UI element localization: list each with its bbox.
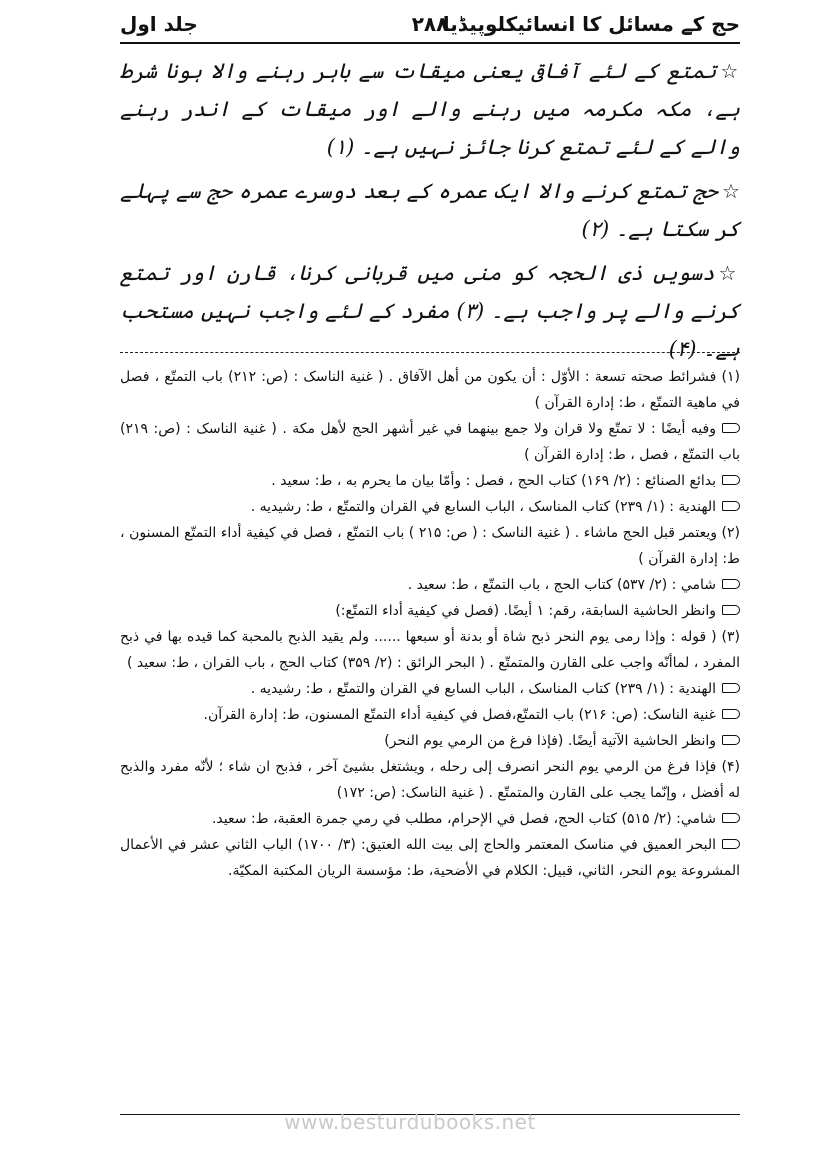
footnote: (۲) ويعتمر قبل الحج ماشاء . ( غنية الناسک : ( ص: ۲۱۵ ) باب التمتّع ، فصل في كيفية أداء التمتّع المسنون ، ط: إدارة القرآن ) (120, 525, 741, 567)
footnote: الهندية : (۱/ ۲۳۹) كتاب المناسک ، الباب السابع في القران والتمتّع ، ط: رشيديه . (120, 676, 740, 702)
main-paragraph: ☆دسویں ذی الحجہ کو منی میں قربانی کرنا، قارن اور تمتع کرنے والے پر واجب ہے۔ (۳) مفرد کے لئے واجب نہیں مستحب ہے۔ (۴) (120, 261, 740, 361)
pointing-hand-icon (722, 501, 740, 511)
footnote: الهندية : (۱/ ۲۳۹) كتاب المناسک ، الباب السابع في القران والتمتّع ، ط: رشيديه . (120, 494, 740, 520)
footnote: (۱) فشرائط صحته تسعة : الأوّل : أن يكون من أهل الآفاق . ( غنية الناسک : (ص: ۲۱۲) باب التمتّع ، فصل في ماهية التمتّع ، ط: إدارة القرآن ) (120, 369, 740, 411)
main-paragraph: ☆تمتع کے لئے آفاقی یعنی میقات سے باہر رہنے والا ہونا شرط ہے، مکہ مکرمہ میں رہنے والے اور میقات کے اندر رہنے والے کے لئے تمتع کرنا جائز نہیں ہے۔ (۱) (120, 59, 740, 159)
footnote: بدائع الصنائع : (۲/ ۱۶۹) كتاب الحج ، فصل : وأمّا بيان ما يحرم به ، ط: سعيد . (120, 468, 740, 494)
pointing-hand-icon (722, 683, 740, 693)
pointing-hand-icon (722, 605, 740, 615)
pointing-hand-icon (722, 839, 740, 849)
footnote-divider (120, 352, 740, 353)
watermark: www.besturdubooks.net (284, 1110, 536, 1134)
header-rule (120, 42, 740, 44)
star-icon: ☆ (721, 179, 740, 203)
footnote: البحر العميق في مناسک المعتمر والحاج إلى بيت الله العتيق: (۳/ ۱۷۰۰) الباب الثاني عشر في الأعمال المشروعة يوم النحر، الثاني، قبيل: الكلام في الأضحية، ط: مؤسسة الريان المكتبة المكيّة. (120, 837, 740, 879)
main-text (120, 52, 740, 374)
footnote: وفيه أيضًا : لا تمتّع ولا قران ولا جمع بينهما في غير أشهر الحج لأهل مكة . ( غنية الناسک : (ص: ۲۱۹) باب التمتّع ، فصل ، ط: إدارة القرآن ) (120, 421, 740, 463)
footnote: (۴) فإذا فرغ من الرمي يوم النحر انصرف إلى رحله ، ويشتغل بشيئ آخر ، فذبح ان شاء ؛ لأنّه مفرد والذبح له أفضل ، وإنّما يجب على القارن والمتمتّع . ( غنية الناسک: (ص: ۱۷۲) (120, 759, 740, 801)
footnote: وانظر الحاشية الآتية أيضًا. (فإذا فرغ من الرمي يوم النحر) (120, 728, 740, 754)
footnote: غنية الناسک: (ص: ۲۱۶) باب التمتّع،فصل في كيفية أداء التمتّع المسنون، ط: إدارة القرآن. (120, 702, 740, 728)
book-title: حج کے مسائل کا انسائیکلوپیڈیا (442, 12, 740, 36)
volume-label: جلد اول (120, 12, 198, 36)
footnote: شامي: (۲/ ۵۱۵) كتاب الحج، فصل في الإحرام، مطلب في رمي جمرة العقبة، ط: سعيد. (120, 806, 740, 832)
running-header (120, 10, 740, 40)
star-icon: ☆ (720, 59, 740, 83)
pointing-hand-icon (722, 475, 740, 485)
page-number: ۲۸۸ (411, 12, 449, 36)
footnote: وانظر الحاشية السابقة، رقم: ۱ أيضًا. (فصل في كيفية أداء التمتّع:) (120, 598, 740, 624)
footnotes (120, 364, 740, 884)
footnote: شامي : (۲/ ۵۳۷) كتاب الحج ، باب التمتّع ، ط: سعيد . (120, 572, 740, 598)
pointing-hand-icon (722, 813, 740, 823)
star-icon: ☆ (718, 261, 740, 285)
pointing-hand-icon (722, 579, 740, 589)
footnote: (۳) ( قوله : وإذا رمى يوم النحر ذبح شاة أو بدنة أو سبعها ...... ولم يقيد الذبح بالمحبة كما قيده بها في ذبح المفرد ، لماأنّه واجب على القارن والمتمتّع . ( البحر الرائق : (۲/ ۳۵۹) كتاب الحج ، باب القران ، ط: سعيد ) (120, 629, 740, 671)
pointing-hand-icon (722, 735, 740, 745)
main-paragraph: ☆حج تمتع کرنے والا ایک عمرہ کے بعد دوسرے عمرہ حج سے پہلے کر سکتا ہے۔ (۲) (120, 179, 740, 241)
pointing-hand-icon (722, 423, 740, 433)
pointing-hand-icon (722, 709, 740, 719)
